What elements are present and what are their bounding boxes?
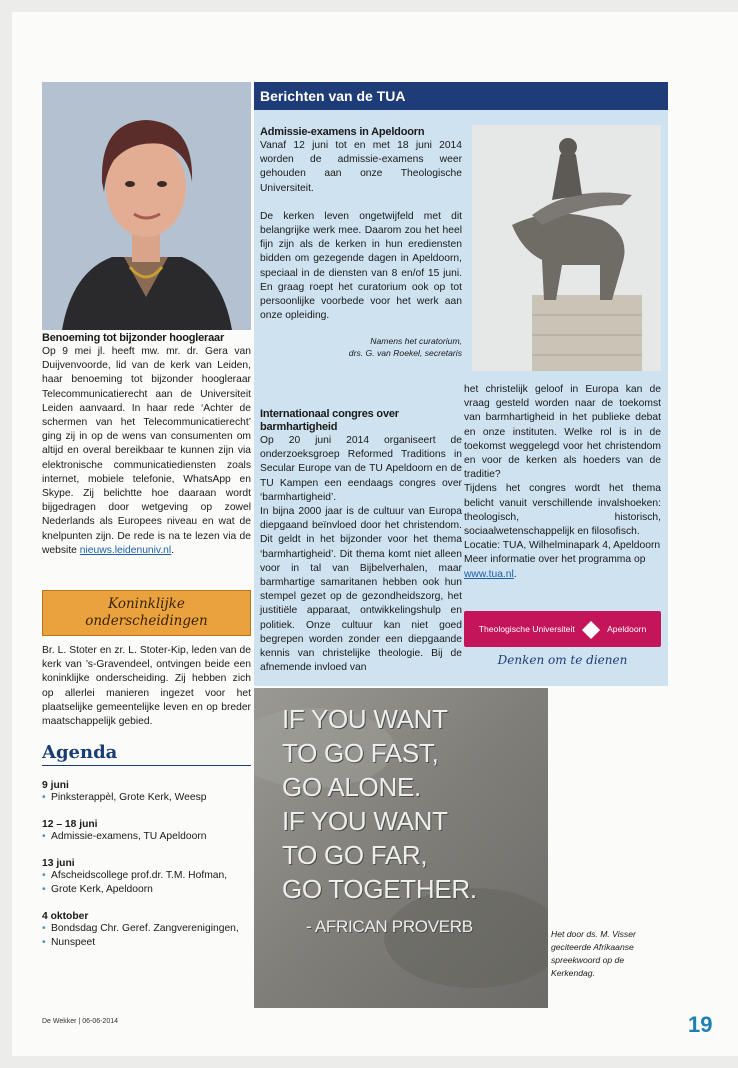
agenda-event: • Admissie-examens, TU Apeldoorn (42, 830, 251, 844)
admissie-title: Admissie-examens in Apeldoorn (260, 126, 425, 138)
proverb-source: - AFRICAN PROVERB (306, 917, 473, 936)
admissie-section (260, 126, 462, 359)
koninklijke-title-line2: onderscheidingen (85, 613, 208, 629)
page (12, 12, 738, 1056)
tua-title: Berichten van de TUA (254, 82, 668, 110)
congres-link-line: www.tua.nl. (464, 568, 517, 580)
benoeming-title: Benoeming tot bijzonder hoogleraar (42, 332, 225, 344)
agenda-event: • Afscheidscollege prof.dr. T.M. Hofman, (42, 869, 251, 883)
proverb-line: IF YOU WANT (282, 806, 448, 836)
agenda-event: • Bondsdag Chr. Geref. Zangverenigingen, (42, 922, 251, 936)
proverb-line: TO GO FAST, (282, 738, 439, 768)
congres-p4: Tijdens het congres wordt het thema belicht vanuit verschillende invalshoeken: theologisch, historisch, sociaalwetenschappelijk en filosofisch. (464, 483, 661, 538)
statue-illustration (472, 125, 661, 371)
agenda-event-cont: • Grote Kerk, Apeldoorn (42, 883, 251, 897)
congres-p6: Meer informatie over het programma op (464, 554, 646, 566)
congres-p3: het christelijk geloof in Europa kan de vraag gesteld worden naar de toekomst van barmhartigheid in het publieke debat en onze instituten. Welke rol is in de toekomst weggelegd voor het christendom en voor de kerken als hoeders van de traditie? (464, 384, 661, 481)
leidenuniv-link[interactable]: nieuws.leidenuniv.nl (79, 544, 172, 556)
koninklijke-section (42, 644, 251, 729)
agenda-date: 9 juni (42, 780, 69, 791)
logo-mark-icon (582, 621, 600, 639)
proverb-caption: Het door ds. M. Visser geciteerde Afrikaanse spreekwoord op de Kerkendag. (551, 929, 636, 978)
agenda-title: Agenda (42, 742, 251, 766)
benoeming-text: Op 9 mei jl. heeft mw. mr. dr. Gera van Duijvenvoorde, lid van de kerk van Leiden, haar benoeming tot bijzonder hoogleraar Telecommunicatierecht aan de Universiteit Leiden aanvaard. In haar rede ‘Achter de schermen van het Telecommunicatierecht’ ging zij in op de wens van consumenten om altijd en overal bereikbaar te kunnen zijn via elektronische communicatiediensten zoals internet, mobiele telefonie, WhatsApp en Skype. Zij belichtte hoe daaraan wordt bijgedragen door wetgeving op zowel Nederlands als Europees niveau en wat de knelpunten zijn. De rede is na te lezen via de website nieuws.leidenuniv.nl. (42, 346, 251, 556)
tua-panel (254, 82, 668, 686)
agenda-date: 12 – 18 juni (42, 819, 98, 830)
koninklijke-title-line1: Koninklijke (108, 596, 185, 612)
logo-right-text: Apeldoorn (607, 624, 647, 634)
congres-p2: In bijna 2000 jaar is de cultuur van Europa diepgaand beïnvloed door het christendom. Dit geldt in het bijzonder voor het thema ‘barmhartigheid’. Dit thema komt niet alleen voor in tal van Bijbelverhalen, maar barmhartige samaritanen hebben ook hun stempel gezet op de gezondheidszorg, het justitiële apparaat, ontwikkelingshulp en politiek. Onze cultuur kan niet goed begrepen worden zonder een diepgaande kennis van christelijke theologie. Bij de afnemende invloed van (260, 506, 462, 674)
agenda-section (42, 742, 251, 950)
portrait-illustration (42, 82, 251, 330)
footer-left: De Wekker | 06-06-2014 (42, 1018, 119, 1025)
proverb-photo (254, 688, 548, 1008)
congres-section-col1 (260, 408, 462, 675)
agenda-date: 13 juni (42, 858, 75, 869)
agenda-event-cont: • Nunspeet (42, 936, 251, 950)
logo-bar (464, 611, 661, 647)
logo-left-text: Theologische Universiteit (478, 624, 575, 634)
agenda-entry (42, 858, 251, 897)
congres-title: Internationaal congres over barmhartigheid (260, 408, 399, 433)
koninklijke-text: Br. L. Stoter en zr. L. Stoter-Kip, leden van de kerk van ’s-Gravendeel, ontvingen beide een koninklijke onderscheiding. Zij hebben zich op allerlei manieren ingezet voor het plaatselijke gemeentelijke leven en op breder maatschappelijk gebied. (42, 645, 251, 728)
admissie-sign2: drs. G. van Roekel, secretaris (348, 348, 462, 359)
statue-photo (472, 125, 661, 371)
congres-section-col2 (464, 383, 661, 582)
agenda-entry (42, 780, 251, 805)
tua-link[interactable]: www.tua.nl (464, 568, 514, 580)
agenda-entry (42, 819, 251, 844)
proverb-line: TO GO FAR, (282, 840, 428, 870)
proverb-line: IF YOU WANT (282, 704, 448, 734)
agenda-event: • Pinksterappèl, Grote Kerk, Weesp (42, 791, 251, 805)
page-number: 19 (688, 1012, 713, 1037)
admissie-p2: De kerken leven ongetwijfeld met dit belangrijke werk mee. Daarom zou het heel fijn zijn als de kerken in hun erediensten bidden om gezegende dagen in Apeldoorn, speciaal in de diensten van 8 en/of 15 juni. En graag roept het curatorium ook op tot persoonlijke voorbede voor het werk aan onze opleiding. (260, 210, 462, 322)
proverb-line: GO TOGETHER. (282, 874, 477, 904)
agenda-entry (42, 911, 251, 950)
tua-logo (464, 611, 661, 674)
logo-slogan: Denken om te dienen (497, 653, 628, 667)
agenda-date: 4 oktober (42, 911, 89, 922)
portrait-photo (42, 82, 251, 330)
admissie-p1: Vanaf 12 juni tot en met 18 juni 2014 worden de admissie-examens weer gehouden aan onze Theologische Universiteit. (260, 140, 462, 194)
proverb-line: GO ALONE. (282, 772, 421, 802)
congres-p1: Op 20 juni 2014 organiseert de onderzoeksgroep Reformed Traditions in Secular Europe van de TU Apeldoorn en de TU Kampen een eendaags congres over ‘barmhartigheid’. (260, 435, 462, 503)
koninklijke-banner (42, 590, 251, 636)
benoeming-section (42, 332, 251, 558)
admissie-sign1: Namens het curatorium, (370, 336, 462, 347)
congres-p5: Locatie: TUA, Wilhelminapark 4, Apeldoorn (464, 540, 661, 552)
